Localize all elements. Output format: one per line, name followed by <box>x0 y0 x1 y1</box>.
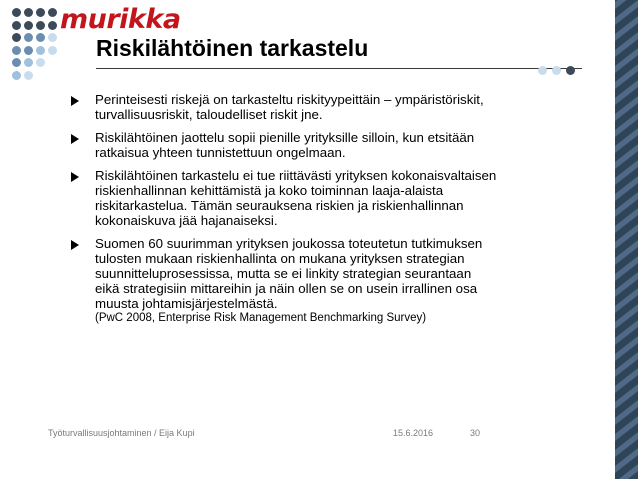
bullet-line: Perinteisesti riskejä on tarkasteltu riskityypeittäin – ympäristöriskit, <box>95 92 484 107</box>
bullet-line: muusta johtamisjärjestelmästä. <box>95 296 278 311</box>
bullet-line: riskitarkastelua. Tämän seurauksena riskien ja riskienhallinnan <box>95 198 464 213</box>
bullet-line: eikä strategisiin mittareihin ja näin ollen se on usein irrallinen osa <box>95 281 478 296</box>
bullet-item <box>71 168 521 228</box>
arrow-bullet-icon <box>71 96 79 106</box>
bullet-line: Riskilähtöinen tarkastelu ei tue riittävästi yrityksen kokonaisvaltaisen <box>95 168 497 183</box>
grid-dot <box>12 58 21 67</box>
right-decorative-band <box>615 0 638 479</box>
grid-dot <box>24 58 33 67</box>
brand-logo: murikka <box>60 4 181 35</box>
footer-page-number: 30 <box>470 428 481 438</box>
grid-dot <box>24 8 33 17</box>
slide-title: Riskilähtöinen tarkastelu <box>96 35 369 61</box>
bullet-line: Riskilähtöinen jaottelu sopii pienille yrityksille silloin, kun etsitään <box>95 130 475 145</box>
grid-dot <box>36 58 45 67</box>
bullet-line: ratkaisua yhteen tunnistettuun ongelmaan. <box>95 145 346 160</box>
grid-dot <box>48 33 57 42</box>
grid-dot <box>24 46 33 55</box>
citation: (PwC 2008, Enterprise Risk Management Benchmarking Survey) <box>95 312 427 324</box>
diagonal-stripes-decoration <box>615 0 638 479</box>
bullet-item <box>71 130 521 160</box>
footer-date: 15.6.2016 <box>393 428 434 438</box>
arrow-bullet-icon <box>71 134 79 144</box>
grid-dot <box>48 21 57 30</box>
grid-dot <box>36 21 45 30</box>
grid-dot <box>48 46 57 55</box>
arrow-bullet-icon <box>71 240 79 250</box>
slide-content <box>71 92 521 333</box>
grid-dot <box>24 71 33 80</box>
grid-dot <box>12 21 21 30</box>
grid-dot <box>24 21 33 30</box>
grid-dot <box>12 33 21 42</box>
bullet-item <box>71 236 521 325</box>
footer-author: Työturvallisuusjohtaminen / Eija Kupi <box>48 428 195 438</box>
grid-dot <box>12 71 21 80</box>
arrow-bullet-icon <box>71 172 79 182</box>
bullet-line: tulosten mukaan riskienhallinta on mukana yrityksen strategian <box>95 251 465 266</box>
title-divider <box>96 68 582 69</box>
grid-dot <box>36 33 45 42</box>
grid-dot <box>36 46 45 55</box>
grid-dot <box>12 46 21 55</box>
bullet-line: kokonaiskuva jää hajanaiseksi. <box>95 213 278 228</box>
grid-dot <box>48 8 57 17</box>
bullet-line: Suomen 60 suurimman yrityksen joukossa toteutetun tutkimuksen <box>95 236 483 251</box>
bullet-line: riskienhallinnan kehittämistä ja koko toiminnan laaja-alaista <box>95 183 444 198</box>
grid-dot <box>36 8 45 17</box>
bullet-line: turvallisuusriskit, taloudelliset riskit jne. <box>95 107 323 122</box>
bullet-item <box>71 92 521 122</box>
grid-dot <box>24 33 33 42</box>
bullet-line: suunnitteluprosessissa, mutta se ei linkity strategian seurantaan <box>95 266 472 281</box>
grid-dot <box>12 8 21 17</box>
